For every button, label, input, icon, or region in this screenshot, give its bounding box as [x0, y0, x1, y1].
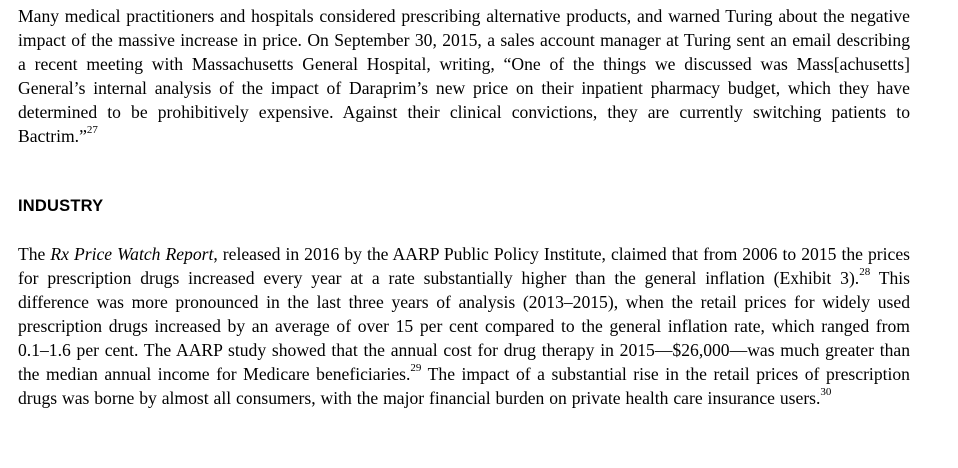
- paragraph-text: , released in 2016 by the AARP Public Policy Institute, claimed that from 2006 to 2015 the prices for prescription drugs increased every year at a rate substantially higher than the general inflation (Exhibit 3).: [18, 244, 910, 288]
- section-heading: INDUSTRY: [18, 197, 104, 215]
- footnote-ref: 28: [859, 266, 871, 279]
- footnote-ref: 27: [86, 124, 98, 137]
- paragraph-industry: [18, 242, 910, 410]
- footnote-ref: 29: [410, 362, 422, 375]
- footnote-ref: 30: [820, 386, 832, 399]
- paragraph-turing-pricing: [18, 4, 910, 148]
- paragraph-text: The impact of a substantial rise in the retail prices of prescription drugs was borne by almost all consumers, with the major financial burden on private health care insurance users.: [18, 364, 910, 408]
- paragraph-text: This difference was more pronounced in the last three years of analysis (2013–2015), when the retail prices for widely used prescription drugs increased by an average of over 15 per cent compared to the general inflation rate, which ranged from 0.1–1.6 per cent. The AARP study showed that the annual cost for drug therapy in 2015—$26,000—was much greater than the median annual income for Medicare beneficiaries.: [18, 268, 910, 384]
- paragraph-text: The: [18, 244, 51, 264]
- report-title: Rx Price Watch Report: [50, 244, 214, 264]
- paragraph-text: Many medical practitioners and hospitals considered prescribing alternative products, and warned Turing about the negative impact of the massive increase in price. On September 30, 2015, a sales account manager at Turing sent an email describing a recent meeting with Massachusetts General Hospital, writing, “One of the things we discussed was Mass[achusetts] General’s internal analysis of the impact of Daraprim’s new price on their inpatient pharmacy budget, which they have determined to be prohibitively expensive. Against their clinical convictions, they are currently switching patients to Bactrim.”: [18, 6, 910, 146]
